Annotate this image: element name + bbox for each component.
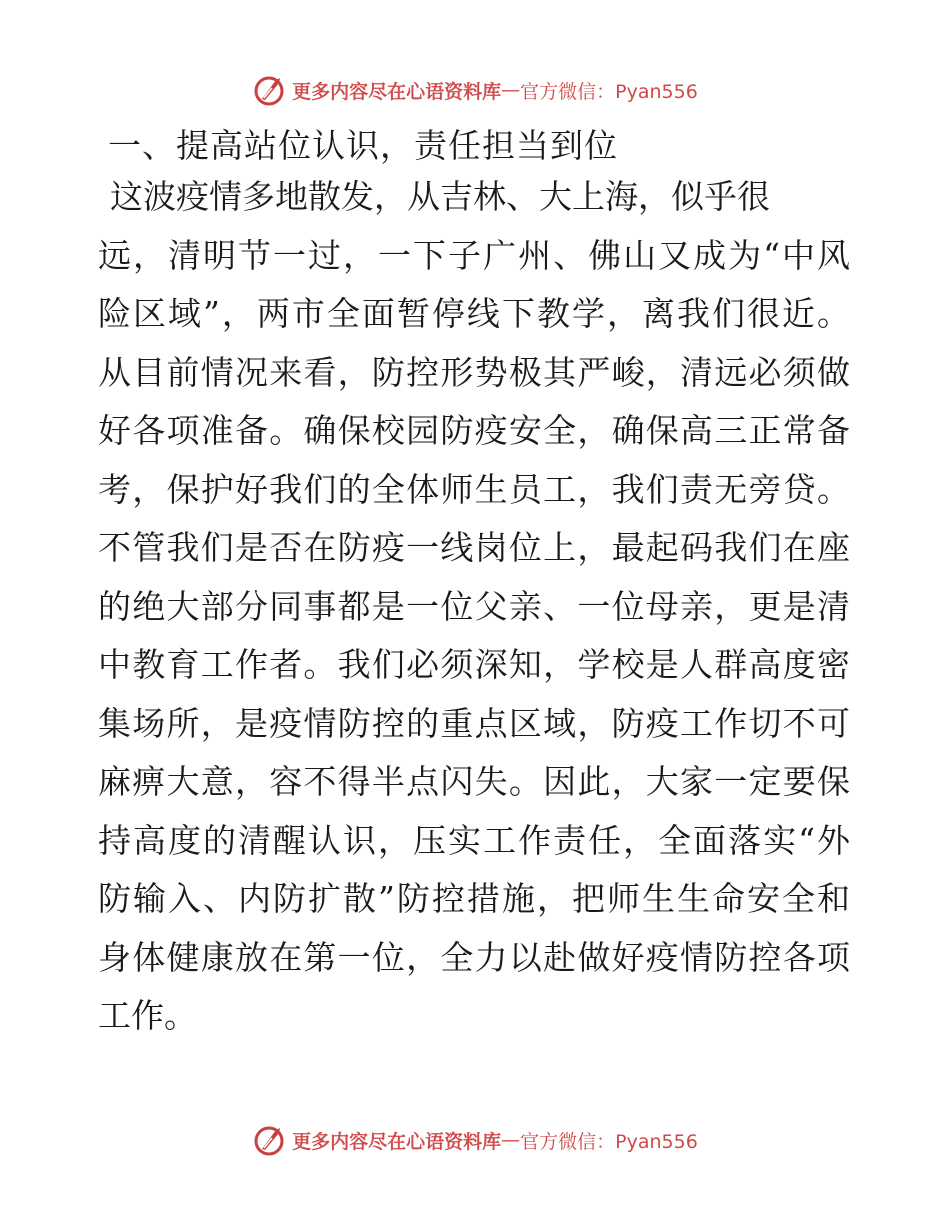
- banner-dash: —: [501, 1129, 521, 1151]
- body-paragraph: [98, 168, 850, 1046]
- paragraph-line: 险区域”，两市全面暂停线下教学，离我们很近。: [98, 294, 850, 333]
- paragraph-line: 的绝大部分同事都是一位父亲、一位母亲，更是清: [98, 586, 850, 626]
- paragraph-line: 远，清明节一过，一下子广州、佛山又成为“中风: [98, 235, 850, 275]
- paragraph-line: 身体健康放在第一位，全力以赴做好疫情防控各项: [98, 937, 850, 977]
- banner-wechat: 官方微信：Pyan556: [520, 1130, 698, 1153]
- paragraph-line: 集场所，是疫情防控的重点区域，防疫工作切不可: [98, 703, 850, 743]
- paragraph-line: 工作。: [98, 996, 197, 1035]
- banner-text: 更多内容尽在心语资料库: [292, 80, 502, 103]
- paragraph-line: 好各项准备。确保校园防疫安全，确保高三正常备: [98, 411, 850, 450]
- quill-circle-logo-icon: [252, 72, 288, 108]
- paragraph-line: 这波疫情多地散发，从吉林、大上海，似乎很: [110, 177, 770, 216]
- quill-circle-logo-icon: [252, 1122, 288, 1158]
- banner-dash: —: [501, 79, 521, 101]
- top-banner: [0, 70, 950, 110]
- section-heading: 一、提高站位认识，责任担当到位: [108, 126, 618, 165]
- bottom-banner: [0, 1120, 950, 1160]
- banner-wechat: 官方微信：Pyan556: [520, 80, 698, 103]
- paragraph-line: 防输入、内防扩散”防控措施，把师生生命安全和: [98, 879, 850, 918]
- paragraph-line: 从目前情况来看，防控形势极其严峻，清远必须做: [98, 352, 850, 392]
- paragraph-line: 中教育工作者。我们必须深知，学校是人群高度密: [98, 645, 850, 684]
- paragraph-line: 持高度的清醒认识，压实工作责任，全面落实“外: [98, 820, 850, 860]
- paragraph-line: 麻痹大意，容不得半点闪失。因此，大家一定要保: [98, 762, 850, 801]
- paragraph-line: 不管我们是否在防疫一线岗位上，最起码我们在座: [98, 528, 850, 567]
- banner-text: 更多内容尽在心语资料库: [292, 1130, 502, 1153]
- paragraph-line: 考，保护好我们的全体师生员工，我们责无旁贷。: [98, 469, 850, 509]
